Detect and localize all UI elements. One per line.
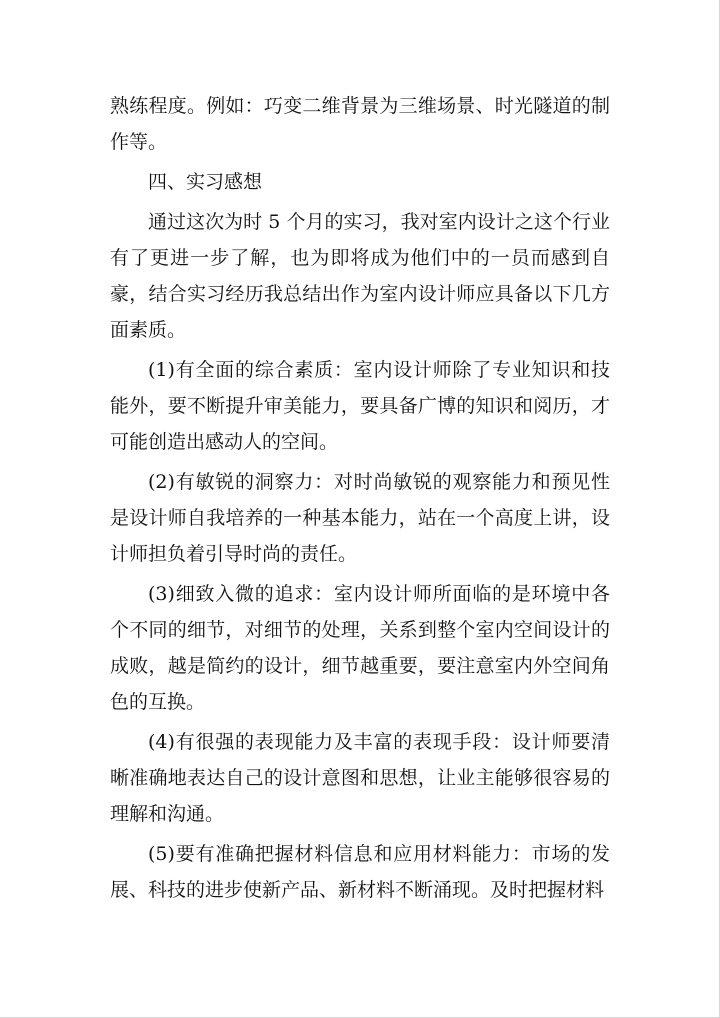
section-heading: 四、实习感想 (148, 171, 263, 193)
list-item-3: (3)细致入微的追求：室内设计师所面临的是环境中各个不同的细节，对细节的处理，关系到整个室内空间设计的成败，越是简约的设计，细节越重要，要注意室内外空间角色的互换。 (110, 583, 610, 713)
list-item-4: (4)有很强的表现能力及丰富的表现手段：设计师要清晰准确地表达自己的设计意图和思想，让业主能够很容易的理解和沟通。 (110, 731, 610, 825)
document-body (110, 88, 610, 908)
list-item-5: (5)要有准确把握材料信息和应用材料能力：市场的发展、科技的进步使新产品、新材料不断涌现。及时把握材料 (110, 843, 610, 901)
paragraph-intro: 通过这次为时 5 个月的实习，我对室内设计之这个行业有了更进一步了解，也为即将成为他们中的一员而感到自豪，结合实习经历我总结出作为室内设计师应具备以下几方面素质。 (110, 211, 610, 341)
list-item-1: (1)有全面的综合素质：室内设计师除了专业知识和技能外，要不断提升审美能力，要具备广博的知识和阅历，才可能创造出感动人的空间。 (110, 359, 610, 453)
paragraph-continuation: 熟练程度。例如：巧变二维背景为三维场景、时光隧道的制作等。 (110, 95, 610, 153)
list-item-2: (2)有敏锐的洞察力：对时尚敏锐的观察能力和预见性是设计师自我培养的一种基本能力，站在一个高度上讲，设计师担负着引导时尚的责任。 (110, 471, 610, 565)
